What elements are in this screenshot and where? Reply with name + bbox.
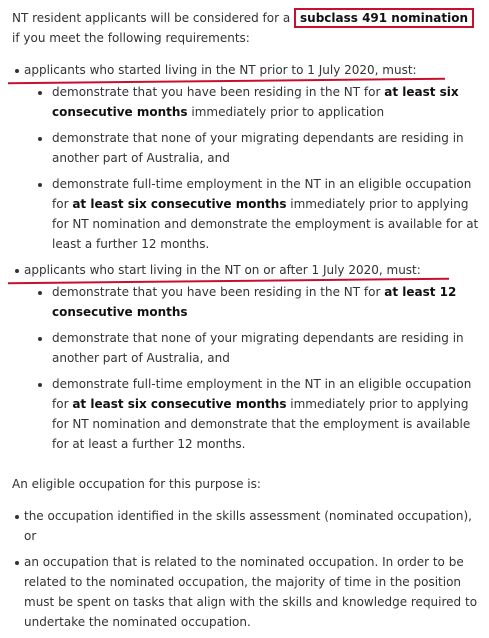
item-bold: at least six consecutive months <box>52 85 459 119</box>
document-page <box>12 8 482 638</box>
occupation-list <box>12 506 482 632</box>
group-heading-pre-2020: applicants who started living in the NT prior to 1 July 2020, must: <box>24 60 417 80</box>
item-bold: at least six consecutive months <box>72 397 287 411</box>
item-text: demonstrate full-time employment in the NT in an eligible occupation for <box>52 377 472 411</box>
requirement-group-post-2020 <box>12 260 482 454</box>
list-item <box>24 174 482 254</box>
requirements-list <box>12 60 482 454</box>
item-text: demonstrate that none of your migrating dependants are residing in another part of Australia, and <box>52 131 464 165</box>
sub-list-post-2020 <box>24 282 482 454</box>
item-text: demonstrate that you have been residing in the NT for <box>52 285 385 299</box>
item-text: immediately prior to application <box>187 105 385 119</box>
eligible-occupation-heading: An eligible occupation for this purpose is: <box>12 477 261 491</box>
group-heading-post-2020: applicants who start living in the NT on or after 1 July 2020, must: <box>24 260 421 280</box>
item-text: demonstrate that none of your migrating dependants are residing in another part of Australia, and <box>52 331 464 365</box>
list-item <box>24 82 482 122</box>
list-item <box>24 328 482 368</box>
sub-list-pre-2020 <box>24 82 482 254</box>
intro-paragraph <box>12 8 482 48</box>
list-item <box>24 282 482 322</box>
intro-text-before: NT resident applicants will be considered for a <box>12 11 295 25</box>
list-item <box>24 374 482 454</box>
item-bold: at least six consecutive months <box>72 197 287 211</box>
item-text: demonstrate that you have been residing in the NT for <box>52 85 385 99</box>
subclass-491-highlight: subclass 491 nomination <box>294 8 474 28</box>
item-text: immediately prior to applying for NT nomination and demonstrate the employment is available for at least a further 12 months. <box>52 197 479 251</box>
item-text: demonstrate full-time employment in the NT in an eligible occupation for <box>52 177 472 211</box>
list-item: the occupation identified in the skills assessment (nominated occupation), or <box>12 506 482 546</box>
list-item: an occupation that is related to the nominated occupation. In order to be related to the nominated occupation, the majority of time in the position must be spent on tasks that align with the skills and knowledge required to undertake the nominated occupation. <box>12 552 482 632</box>
item-text: immediately prior to applying for NT nomination and demonstrate that the employment is available for at least a further 12 months. <box>52 397 471 451</box>
item-bold: at least 12 consecutive months <box>52 285 457 319</box>
requirement-group-pre-2020 <box>12 60 482 254</box>
intro-text-after: if you meet the following requirements: <box>12 31 250 45</box>
list-item <box>24 128 482 168</box>
